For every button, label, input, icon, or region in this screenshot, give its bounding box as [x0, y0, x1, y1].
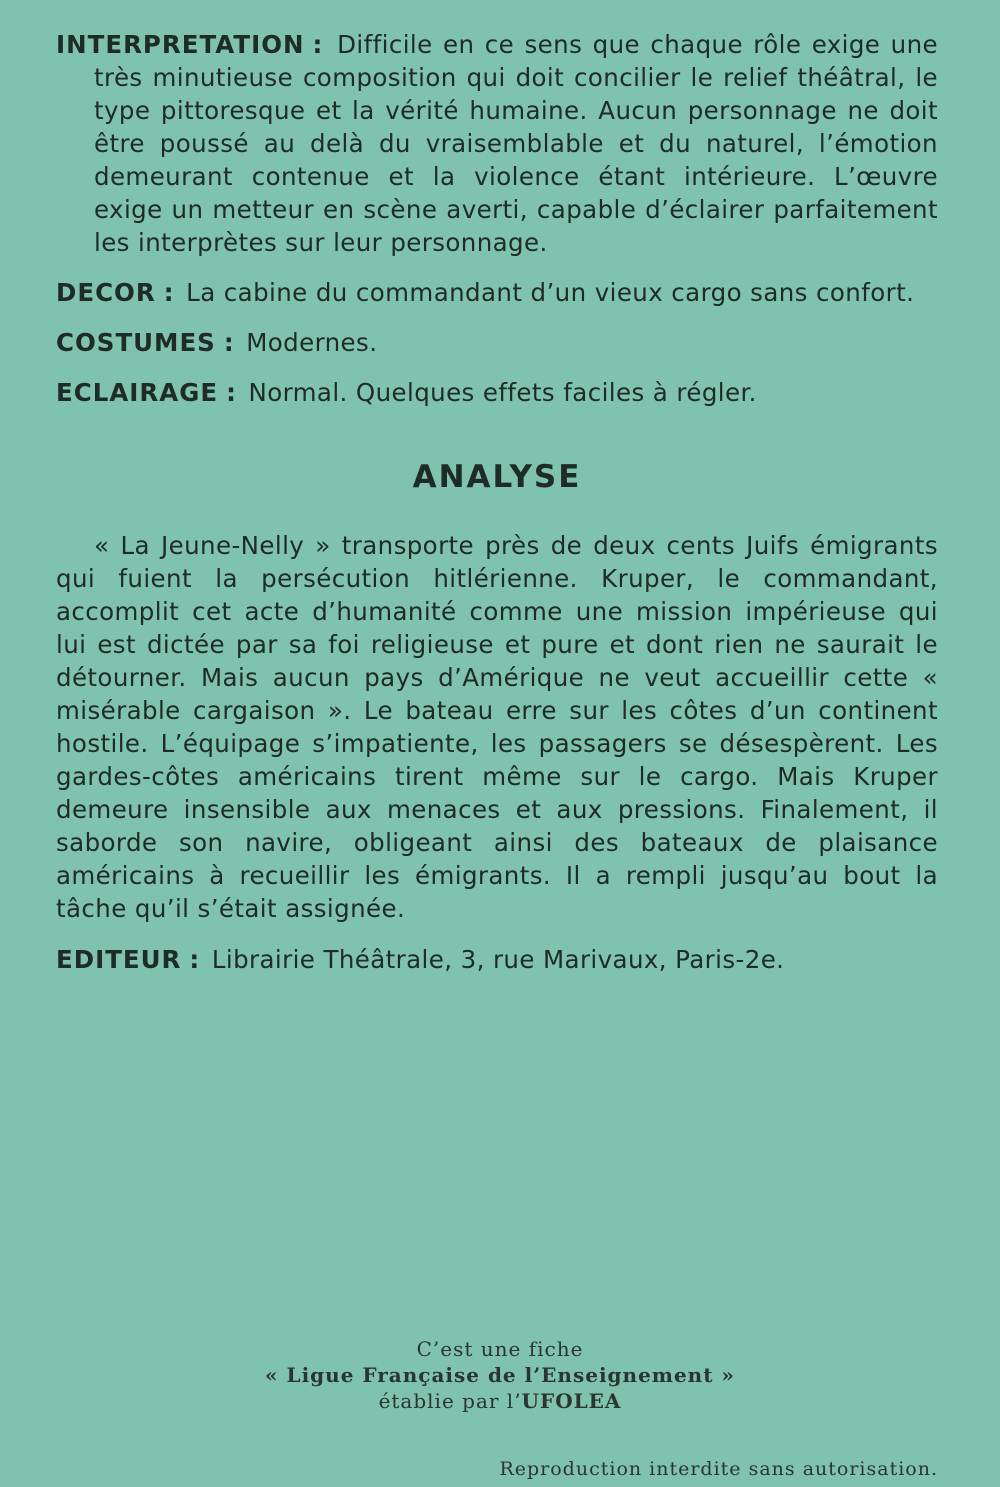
footer-line-3	[0, 1388, 1000, 1414]
analysis-paragraph: « La Jeune-Nelly » transporte près de deux cents Juifs émigrants qui fuient la persécution hitlérienne. Kruper, le commandant, accomplit cet acte d’humanité comme une mission impérieuse qui lui est dictée par sa foi religieuse et pure et dont rien ne saurait le détourner. Mais aucun pays d’Amérique ne veut accueillir cette « misérable cargaison ». Le bateau erre sur les côtes d’un continent hostile. L’équipage s’impatiente, les passagers se désespèrent. Les gardes-côtes américains tirent même sur le cargo. Mais Kruper demeure insensible aux menaces et aux pressions. Finalement, il saborde son navire, obligeant ainsi des bateaux de plaisance américains à recueillir les émigrants. Il a rempli jusqu’au bout la tâche qu’il s’était assignée.	[56, 531, 938, 923]
entry-label: INTERPRETATION	[56, 30, 305, 59]
entry-label: EDITEUR	[56, 945, 182, 974]
entry-text: Normal. Quelques effets faciles à régler.	[248, 378, 757, 407]
entry-editeur: EDITEUR : Librairie Théâtrale, 3, rue Marivaux, Paris-2e.	[56, 945, 785, 974]
document-body	[56, 28, 938, 993]
entry-label: ECLAIRAGE	[56, 378, 219, 407]
entry-text: Difficile en ce sens que chaque rôle exige une très minutieuse composition qui doit concilier le relief théâtral, le type pittoresque et la vérité humaine. Aucun personnage ne doit être poussé au delà du vraisemblable et du naturel, l’émotion demeurant contenue et la violence étant intérieure. L’œuvre exige un metteur en scène averti, capable d’éclairer parfaitement les interprètes sur leur personnage.	[94, 30, 938, 257]
entry-text: Librairie Théâtrale, 3, rue Marivaux, Paris-2e.	[211, 945, 785, 974]
footer-org: UFOLEA	[521, 1389, 622, 1413]
footer-credit	[0, 1336, 1000, 1414]
reproduction-notice: Reproduction interdite sans autorisation.	[499, 1458, 938, 1480]
entry-costumes: COSTUMES : Modernes.	[56, 328, 378, 357]
entry-text: La cabine du commandant d’un vieux cargo sans confort.	[186, 278, 915, 307]
footer-line-2: « Ligue Française de l’Enseignement »	[265, 1363, 735, 1387]
section-title-analyse: ANALYSE	[412, 459, 582, 495]
entry-interpretation: INTERPRETATION : Difficile en ce sens que chaque rôle exige une très minutieuse composition qui doit concilier le relief théâtral, le type pittoresque et la vérité humaine. Aucun personnage ne doit être poussé au delà du vraisemblable et du naturel, l’émotion demeurant contenue et la violence étant intérieure. L’œuvre exige un metteur en scène averti, capable d’éclairer parfaitement les interprètes sur leur personnage.	[56, 30, 938, 257]
footer-line-3-prefix: établie par l’	[378, 1389, 522, 1413]
entry-label: DECOR	[56, 278, 156, 307]
entry-decor: DECOR : La cabine du commandant d’un vieux cargo sans confort.	[56, 278, 915, 307]
entry-text: Modernes.	[246, 328, 378, 357]
footer-line-1: C’est une fiche	[416, 1337, 584, 1361]
entry-label: COSTUMES	[56, 328, 216, 357]
entry-eclairage: ECLAIRAGE : Normal. Quelques effets faciles à régler.	[56, 378, 757, 407]
